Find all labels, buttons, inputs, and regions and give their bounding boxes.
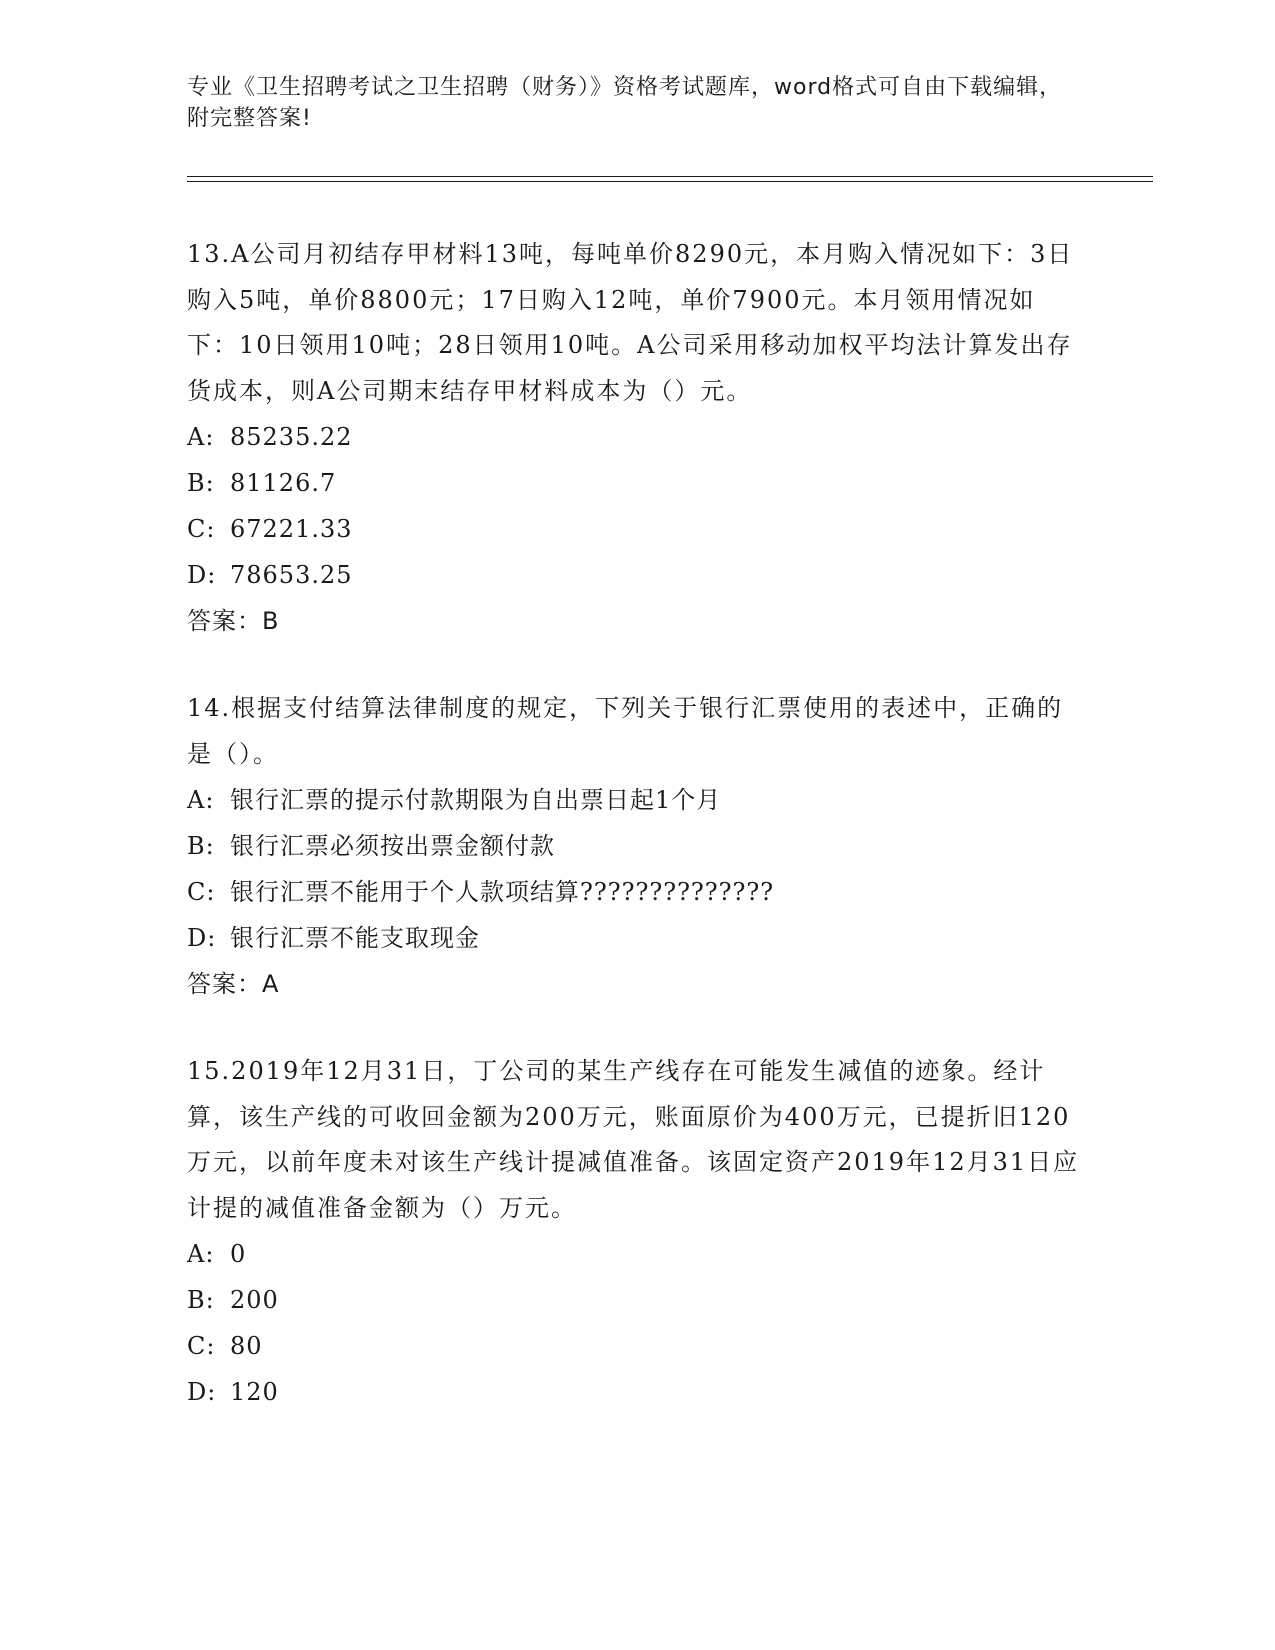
option-d [187,1369,1087,1415]
option-label: A: [187,786,215,814]
option-d [187,915,1087,961]
option-label: C: [187,878,216,906]
option-b [187,1277,1087,1323]
answer-line: 答案：B [187,607,280,635]
option-label: A: [187,423,215,451]
option-label: B: [187,1286,215,1314]
option-text: 120 [230,1378,279,1406]
answer-line: 答案：A [187,970,280,998]
option-a [187,1231,1087,1277]
question-stem: 15.2019年12月31日，丁公司的某生产线存在可能发生减值的迹象。经计算，该生产线的可收回金额为200万元，账面原价为400万元，已提折旧120万元，以前年度未对该生产线计提减值准备。该固定资产2019年12月31日应计提的减值准备金额为（）万元。 [187,1057,1080,1222]
option-label: B: [187,469,215,497]
option-label: D: [187,561,217,589]
option-label: D: [187,1378,217,1406]
option-text: 银行汇票的提示付款期限为自出票日起1个月 [230,786,722,814]
header-divider-top [187,176,1153,177]
option-b [187,823,1087,869]
option-label: B: [187,832,215,860]
option-c [187,869,1087,915]
question-13 [187,232,1087,644]
question-list [187,232,1087,1457]
option-text: 67221.33 [230,515,353,543]
option-text: 0 [230,1240,247,1268]
option-text: 80 [230,1332,263,1360]
option-text: 银行汇票不能用于个人款项结算?????????????? [230,878,775,906]
question-stem: 14.根据支付结算法律制度的规定，下列关于银行汇票使用的表述中，正确的是（）。 [187,694,1064,768]
option-a [187,414,1087,460]
document-header: 专业《卫生招聘考试之卫生招聘（财务）》资格考试题库，word格式可自由下载编辑，附完整答案! [187,75,1063,131]
option-label: C: [187,1332,216,1360]
option-text: 85235.22 [230,423,353,451]
option-text: 78653.25 [230,561,353,589]
question-14 [187,686,1087,1007]
option-text: 银行汇票必须按出票金额付款 [230,832,555,860]
question-15 [187,1049,1087,1415]
option-label: D: [187,924,217,952]
option-b [187,460,1087,506]
option-label: A: [187,1240,215,1268]
option-text: 200 [230,1286,279,1314]
option-c [187,1323,1087,1369]
question-stem: 13.A公司月初结存甲材料13吨，每吨单价8290元，本月购入情况如下：3日购入5吨，单价8800元；17日购入12吨，单价7900元。本月领用情况如下：10日领用10吨；28日领用10吨。A公司采用移动加权平均法计算发出存货成本，则A公司期末结存甲材料成本为（）元。 [187,240,1074,405]
option-text: 银行汇票不能支取现金 [230,924,480,952]
option-label: C: [187,515,216,543]
option-a [187,777,1087,823]
option-d [187,552,1087,598]
option-c [187,506,1087,552]
option-text: 81126.7 [230,469,337,497]
header-divider-bottom [187,181,1153,182]
